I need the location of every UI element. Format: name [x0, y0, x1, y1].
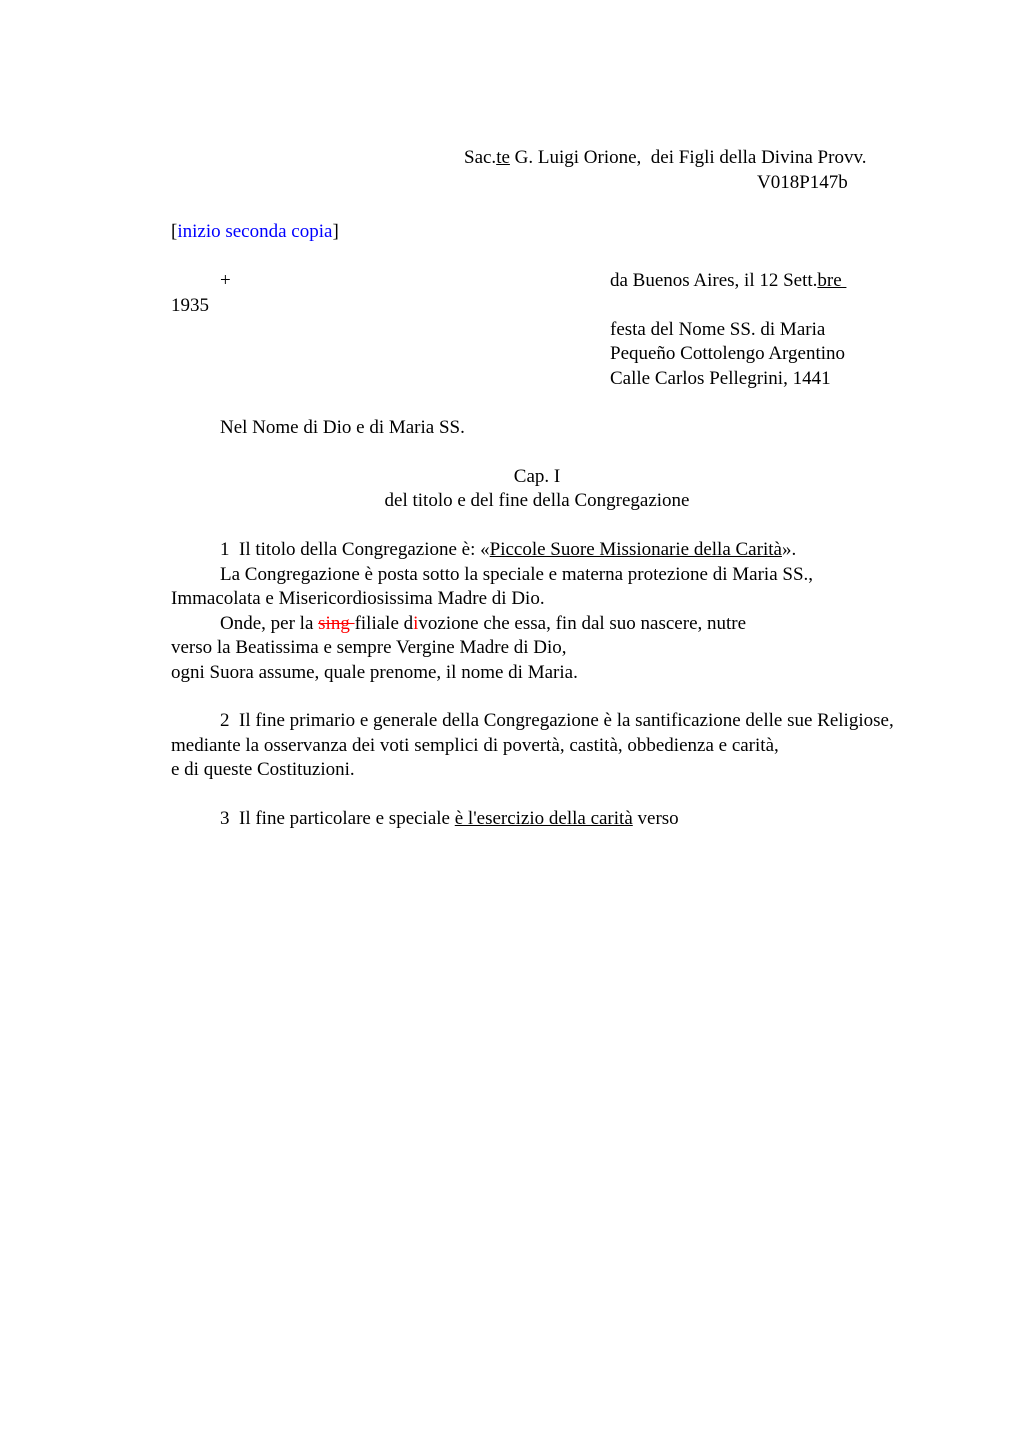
article-2-line-2: mediante la osservanza dei voti semplici di povertà, castità, obbedienza e carità, — [171, 735, 779, 756]
deleted-word: sing — [318, 613, 355, 634]
article-2-line-1: 2 Il fine primario e generale della Congregazione è la santificazione delle sue Religiose, — [220, 710, 894, 731]
chapter-title: del titolo e del fine della Congregazione — [384, 490, 690, 511]
inserted-letter: i — [413, 613, 419, 634]
note-close-bracket: ] — [332, 221, 339, 242]
congregation-title: Piccole Suore Missionarie della Carità — [489, 539, 782, 560]
article-1-close: ». — [781, 539, 797, 560]
reference-code: V018P147b — [757, 172, 848, 193]
article-1-line-6: ogni Suora assume, quale prenome, il nome di Maria. — [171, 662, 578, 683]
article-1-line-5: verso la Beatissima e sempre Vergine Madre di Dio, — [171, 637, 567, 658]
author-suffix: te — [496, 147, 510, 168]
note-text: inizio seconda copia — [177, 221, 333, 242]
article-3-end: verso — [632, 808, 679, 829]
author-prefix: Sac. — [464, 147, 497, 168]
author-rest: G. Luigi Orione, dei Figli della Divina Provv. — [509, 147, 867, 168]
article-1-line-2: La Congregazione è posta sotto la speciale e materna protezione di Maria SS., — [220, 564, 814, 585]
note-open-bracket: [ — [171, 221, 178, 242]
article-1-line-1 — [220, 538, 796, 562]
article-2-line-3: e di queste Costituzioni. — [171, 759, 355, 780]
article-3-underlined: è l'esercizio della carità — [454, 808, 633, 829]
chapter-number: Cap. I — [513, 466, 561, 487]
feast-line: festa del Nome SS. di Maria — [610, 319, 826, 340]
article-1-lead: 1 Il titolo della Congregazione è: « — [220, 539, 490, 560]
article-1-line-4 — [220, 612, 746, 636]
invocation: Nel Nome di Dio e di Maria SS. — [220, 417, 465, 438]
author-line — [464, 146, 866, 170]
article-1-line-3: Immacolata e Misericordiosissima Madre di Dio. — [171, 588, 545, 609]
place-date-text: da Buenos Aires, il 12 Sett. — [610, 270, 818, 291]
line-4-mid: filiale d — [354, 613, 414, 634]
line-4-start: Onde, per la — [220, 613, 319, 634]
place-date — [610, 269, 846, 293]
editorial-note — [171, 220, 339, 244]
address-line: Calle Carlos Pellegrini, 1441 — [610, 368, 831, 389]
month-suffix: bre — [817, 270, 847, 291]
cross-symbol: + — [220, 270, 231, 291]
line-4-end: vozione che essa, fin dal suo nascere, nutre — [418, 613, 747, 634]
institution-line: Pequeño Cottolengo Argentino — [610, 343, 846, 364]
article-3-line-1 — [220, 807, 679, 831]
date-year: 1935 — [171, 295, 209, 316]
article-3-lead: 3 Il fine particolare e speciale — [220, 808, 455, 829]
